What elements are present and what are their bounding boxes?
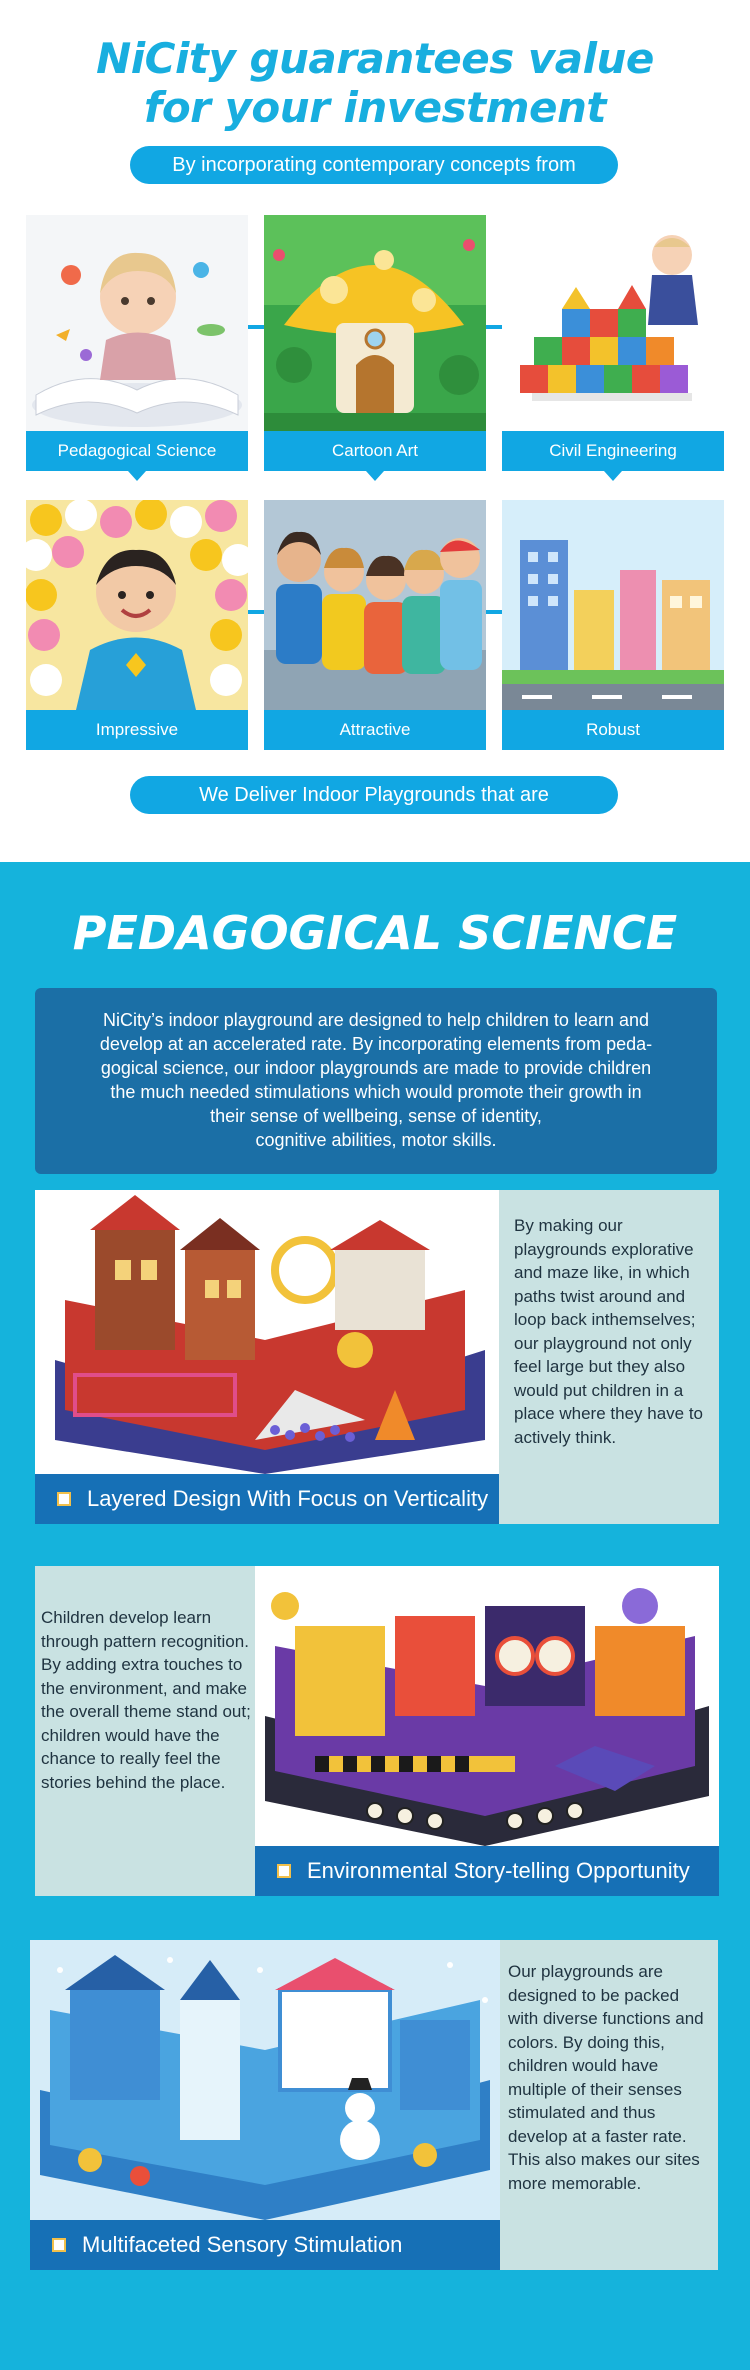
intro-line: NiCity’s indoor playground are designed to help children to learn and — [102, 1010, 649, 1030]
tile-caption: Impressive — [26, 710, 248, 750]
tile-caption: Robust — [502, 710, 724, 750]
notch-arrow — [128, 471, 146, 481]
feature-image-snow-playground — [30, 1940, 500, 2220]
feature-description: By making our playgrounds explorative and maze like, in which paths twist around and loop back inthemselves; our playground not only feel large but they also would put children in a place where they have to actively think. — [514, 1216, 704, 1447]
notch-arrow — [366, 471, 384, 481]
square-bullet-icon — [277, 1864, 291, 1878]
tile-image-happy-kids — [264, 500, 486, 710]
feature-description: Our playgrounds are designed to be packed with diverse functions and colors. By doing this, children would have multiple of their senses stimulated and thus develop at a faster rate. This also makes our sites more memorable. — [508, 1962, 704, 2193]
feature-image-castle-playground — [35, 1190, 499, 1474]
hero-title-line2: for your investment — [144, 83, 606, 132]
feature-caption: Environmental Story-telling Opportunity — [307, 1858, 690, 1883]
tile-image-building-blocks — [502, 215, 724, 431]
square-bullet-icon — [57, 1492, 71, 1506]
tile-pedagogical-science[interactable] — [26, 215, 248, 471]
tile-caption: Attractive — [264, 710, 486, 750]
square-bullet-icon — [52, 2238, 66, 2252]
feature-story-telling — [35, 1566, 719, 1896]
tile-image-mushroom-house — [264, 215, 486, 431]
intro-line: cognitive abilities, motor skills. — [255, 1130, 497, 1150]
hero-title-line1: NiCity guarantees value — [96, 34, 654, 83]
intro-line: their sense of wellbeing, sense of identity, — [210, 1106, 542, 1126]
hero-section — [0, 0, 750, 862]
intro-line: the much needed stimulations which would promote their growth in — [110, 1082, 642, 1102]
intro-box — [35, 988, 717, 1174]
tile-robust[interactable] — [502, 500, 724, 750]
tile-impressive[interactable] — [26, 500, 248, 750]
pedagogical-science-section — [0, 862, 750, 2370]
tile-caption: Cartoon Art — [264, 431, 486, 471]
tile-caption: Civil Engineering — [502, 431, 724, 471]
feature-sensory-stimulation — [30, 1940, 718, 2270]
feature-caption-bar — [35, 1474, 499, 1524]
feature-caption-bar — [30, 2220, 500, 2270]
intro-line: gogical science, our indoor playgrounds are made to provide children — [100, 1058, 652, 1078]
tile-cartoon-art[interactable] — [264, 215, 486, 471]
tile-caption: Pedagogical Science — [26, 431, 248, 471]
feature-layered-design — [35, 1190, 719, 1524]
connector — [486, 610, 502, 614]
feature-caption: Layered Design With Focus on Verticality — [87, 1486, 489, 1511]
connector — [486, 325, 502, 329]
tile-image-city-buildings — [502, 500, 724, 710]
tile-attractive[interactable] — [264, 500, 486, 750]
deliver-pill: We Deliver Indoor Playgrounds that are — [130, 776, 618, 814]
tile-image-ball-pit — [26, 500, 248, 710]
notch-arrow — [604, 471, 622, 481]
feature-image-robot-playground — [255, 1566, 719, 1846]
section-title: PEDAGOGICAL SCIENCE — [72, 906, 678, 960]
connector — [248, 610, 264, 614]
tile-image-child-reading — [26, 215, 248, 431]
feature-description: Children develop learn through pattern recognition. By adding extra touches to the environment, and make the overall theme stand out; children would have the chance to really feel the stories behind the place. — [41, 1608, 251, 1792]
connector — [248, 325, 264, 329]
feature-caption-bar — [255, 1846, 719, 1896]
intro-line: develop at an accelerated rate. By incorporating elements from peda- — [99, 1034, 653, 1054]
feature-caption: Multifaceted Sensory Stimulation — [82, 2232, 403, 2257]
hero-subtitle-pill: By incorporating contemporary concepts from — [130, 146, 618, 184]
tile-civil-engineering[interactable] — [502, 215, 724, 471]
